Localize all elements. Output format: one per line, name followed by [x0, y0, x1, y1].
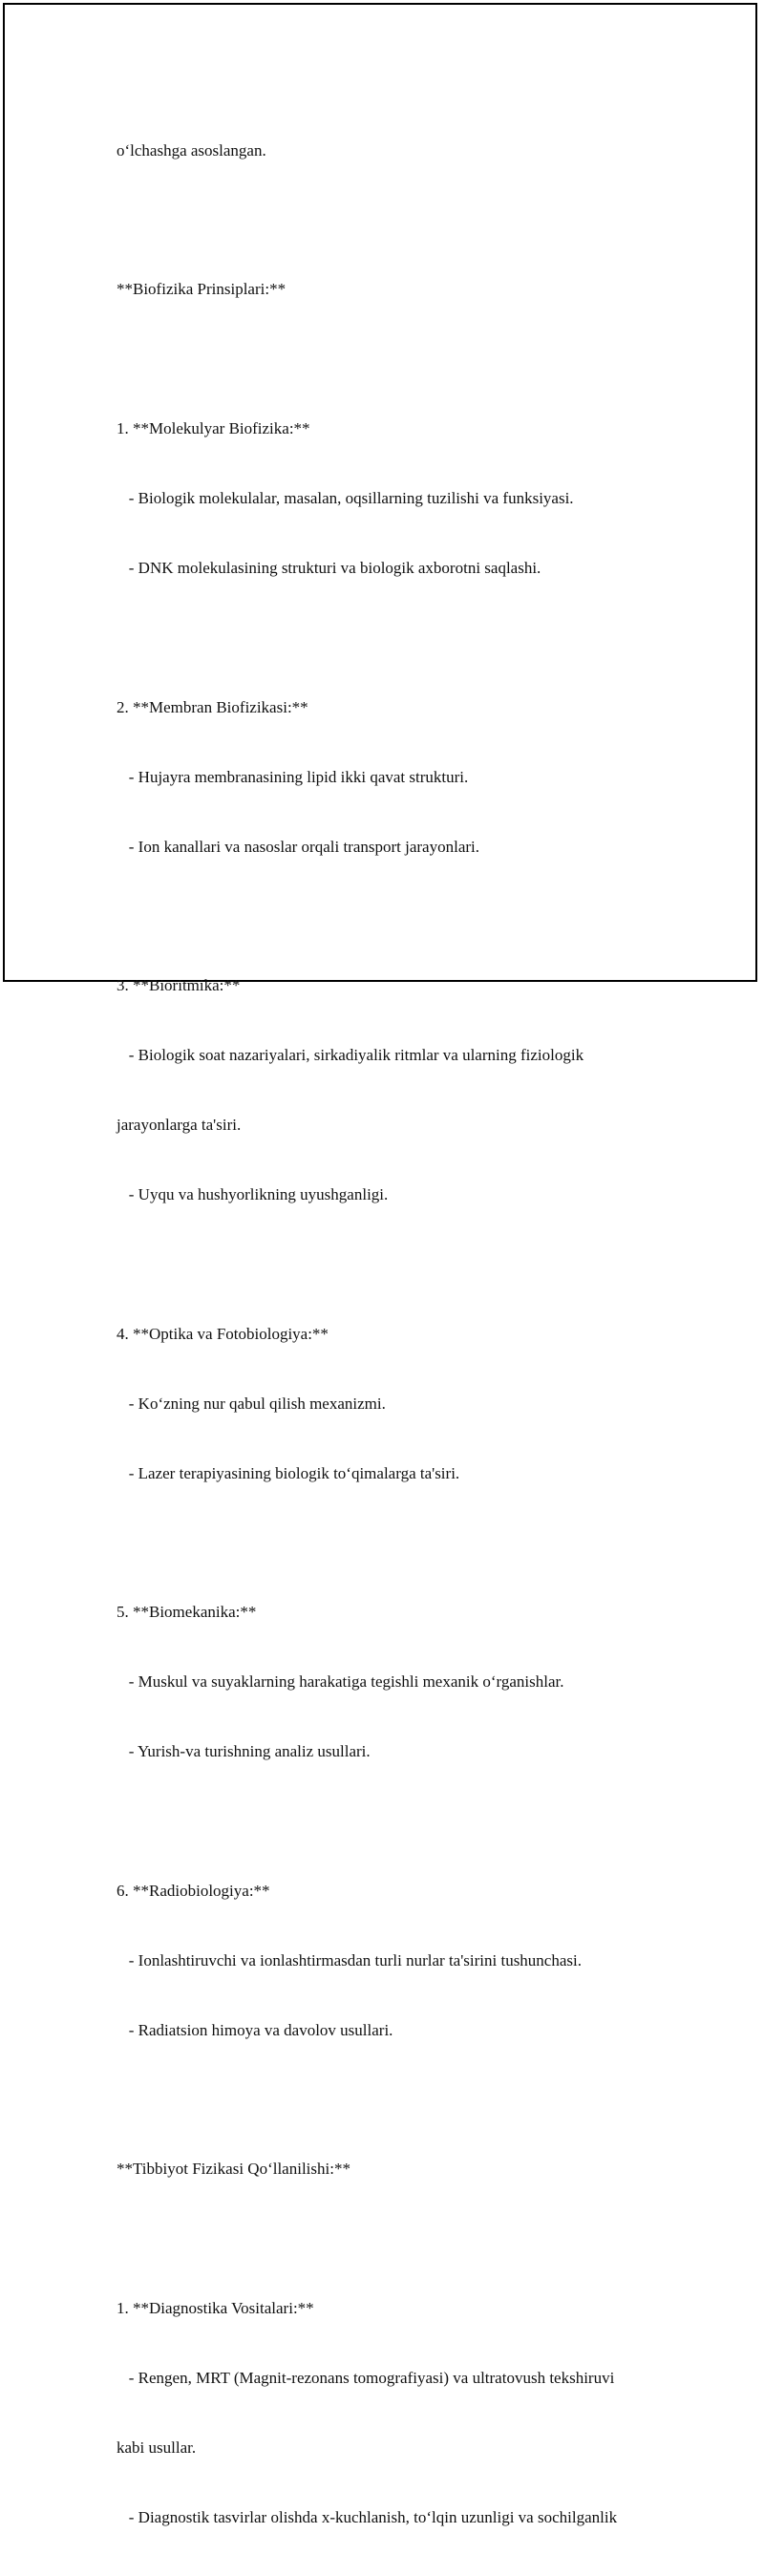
blank-line: [117, 1810, 670, 1833]
blank-line: [117, 348, 670, 371]
list-item: - Radiatsion himoya va davolov usullari.: [117, 2020, 393, 2039]
list-heading: 3. **Bioritmika:**: [117, 976, 241, 995]
list-item: - Rengen, MRT (Magnit-rezonans tomografiyasi) va ultratovush tekshiruvi: [117, 2369, 615, 2388]
list-item: - Lazer terapiyasining biologik to‘qimalarga ta'siri.: [117, 1463, 460, 1482]
blank-line: [117, 1253, 670, 1276]
list-item: - DNK molekulasining strukturi va biologik axborotni saqlashi.: [117, 558, 541, 577]
list-item: - Muskul va suyaklarning harakatiga tegishli mexanik o‘rganishlar.: [117, 1672, 564, 1692]
list-item: - Ko‘zning nur qabul qilish mexanizmi.: [117, 1394, 386, 1413]
list-heading: 1. **Molekulyar Biofizika:**: [117, 419, 310, 438]
blank-line: [117, 208, 670, 231]
list-item: - Uyqu va hushyorlikning uyushganligi.: [117, 1184, 389, 1203]
blank-line: [117, 2089, 670, 2112]
list-heading: 1. **Diagnostika Vositalari:**: [117, 2299, 314, 2318]
section-heading: **Biofizika Prinsiplari:**: [117, 280, 286, 299]
list-item: - Ion kanallari va nasoslar orqali transport jarayonlari.: [117, 837, 480, 856]
list-item: - Ionlashtiruvchi va ionlashtirmasdan turli nurlar ta'sirini tushunchasi.: [117, 1950, 582, 1969]
list-heading: 5. **Biomekanika:**: [117, 1603, 257, 1622]
section-heading: **Tibbiyot Fizikasi Qo‘llanilishi:**: [117, 2160, 350, 2179]
list-heading: 2. **Membran Biofizikasi:**: [117, 697, 308, 716]
list-item: - Biologik soat nazariyalari, sirkadiyalik ritmlar va ularning fiziologik: [117, 1046, 584, 1065]
list-item: - Yurish-va turishning analiz usullari.: [117, 1742, 371, 1761]
list-heading: 4. **Optika va Fotobiologiya:**: [117, 1324, 329, 1343]
blank-line: [117, 627, 670, 649]
blank-line: [117, 1531, 670, 1554]
blank-line: [117, 2227, 670, 2250]
list-item-continuation: kabi usullar.: [117, 2438, 197, 2457]
list-item: - Biologik molekulalar, masalan, oqsillarning tuzilishi va funksiyasi.: [117, 489, 574, 508]
list-item: - Diagnostik tasvirlar olishda x-kuchlanish, to‘lqin uzunligi va sochilganlik: [117, 2507, 618, 2526]
blank-line: [117, 905, 670, 927]
list-item-continuation: jarayonlarga ta'siri.: [117, 1116, 242, 1135]
text-line: o‘lchashga asoslangan.: [117, 140, 266, 160]
page-frame: [3, 3, 757, 2526]
list-heading: 6. **Radiobiologiya:**: [117, 1881, 270, 1900]
list-item: - Hujayra membranasining lipid ikki qavat strukturi.: [117, 767, 469, 786]
document-body: [117, 93, 670, 2576]
